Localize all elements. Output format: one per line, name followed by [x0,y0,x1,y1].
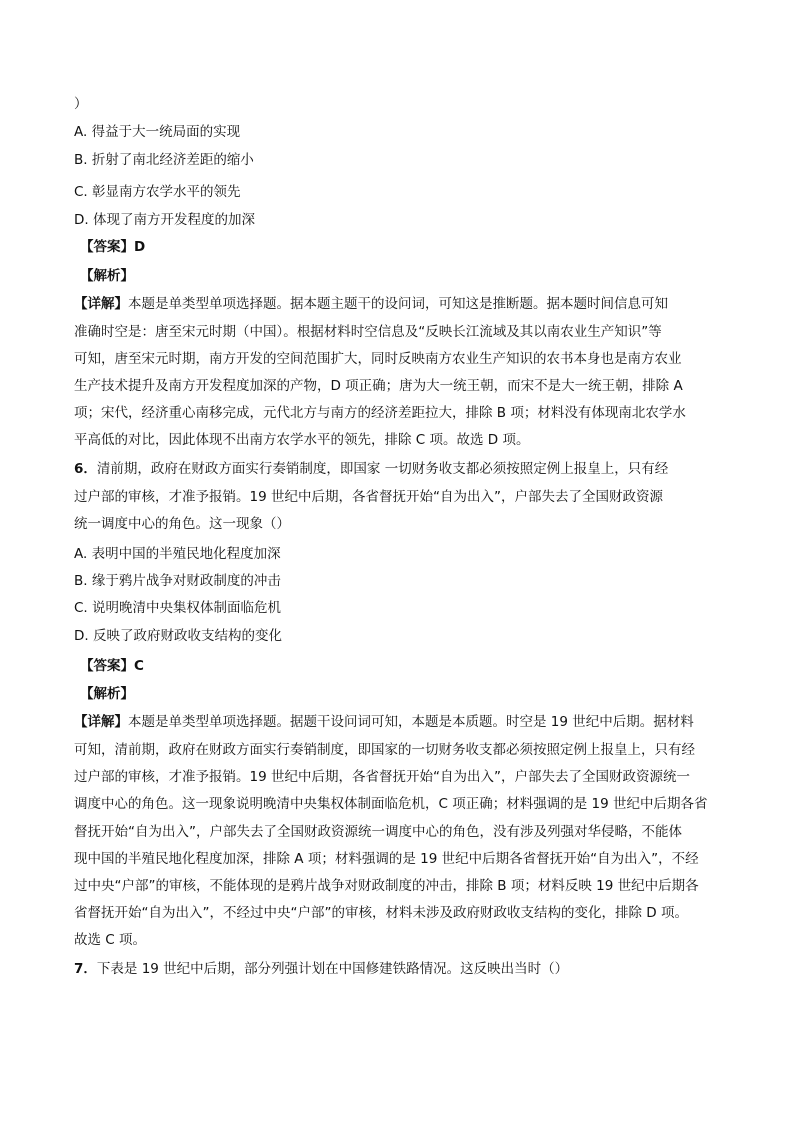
q5-detail-line-3: 可知，唐至宋元时期，南方开发的空间范围扩大，同时反映南方农业生产知识的农书本身也是南方农业 [74,351,682,367]
q6-stem-line-2: 过户部的审核，才准予报销。19 世纪中后期，各省督抚开始“自为出入”，户部失去了全国财政资源 [74,489,663,505]
q6-option-d: D. 反映了政府财政收支结构的变化 [74,628,282,644]
question-number: 7． [74,961,97,977]
q6-detail-line-9: 故选 C 项。 [74,932,147,948]
q6-detail-line-1 [74,712,694,732]
q5-option-b: B. 折射了南北经济差距的缩小 [74,152,254,168]
q6-stem-text: 清前期，政府在财政方面实行奏销制度，即国家 一切财务收支都必须按照定例上报皇上，只有经 [96,461,669,477]
q6-detail-line-7: 过中央“户部”的审核，不能体现的是鸦片战争对财政制度的冲击，排除 B 项；材料反映 19 世纪中后期各 [74,878,699,894]
q6-option-b: B. 缘于鸦片战争对财政制度的冲击 [74,573,281,589]
question-number: 6． [74,461,97,477]
q6-option-a: A. 表明中国的半殖民地化程度加深 [74,546,281,562]
q6-detail-line-5: 督抚开始“自为出入”，户部失去了全国财政资源统一调度中心的角色，没有涉及列强对华侵略，不能体 [74,824,682,840]
q6-stem-line-3: 统一调度中心的角色。这一现象（） [74,516,290,532]
q6-option-c: C. 说明晚清中央集权体制面临危机 [74,600,282,616]
q5-stem-tail: ） [74,96,88,112]
q5-option-d: D. 体现了南方开发程度的加深 [74,212,255,228]
q5-analysis-tag: 【解析】 [80,268,134,284]
q6-detail-line-2: 可知，清前期，政府在财政方面实行奏销制度，即国家的一切财务收支都必须按照定例上报皇上，只有经 [74,742,695,758]
q5-detail-line-2: 准确时空是：唐至宋元时期（中国）。根据材料时空信息及“反映长江流域及其以南农业生产知识”等 [74,324,662,340]
answer-value: D [134,239,146,255]
q6-detail-line-6: 现中国的半殖民地化程度加深，排除 A 项；材料强调的是 19 世纪中后期各省督抚开始“自为出入”，不经 [74,851,699,867]
q6-stem-line-1 [74,459,668,479]
q6-detail-line-3: 过户部的审核，才准予报销。19 世纪中后期，各省督抚开始“自为出入”，户部失去了全国财政资源统一 [74,769,690,785]
q6-answer [80,656,144,676]
detail-tag: 【详解】 [74,714,128,730]
q5-detail-line-5: 项；宋代，经济重心南移完成，元代北方与南方的经济差距拉大，排除 B 项；材料没有体现南北农学水 [74,405,686,421]
answer-tag: 【答案】 [80,658,134,674]
detail-tag: 【详解】 [74,296,128,312]
q5-option-a: A. 得益于大一统局面的实现 [74,124,241,140]
q7-stem [74,959,568,979]
q6-detail-line-8: 省督抚开始“自为出入”，不经过中央“户部”的审核，材料未涉及政府财政收支结构的变化，排除 D 项。 [74,905,688,921]
q7-stem-text: 下表是 19 世纪中后期，部分列强计划在中国修建铁路情况。这反映出当时（） [96,961,569,977]
detail-text: 本题是单类型单项选择题。据题干设问词可知，本题是本质题。时空是 19 世纪中后期。据材料 [128,714,694,730]
detail-text: 本题是单类型单项选择题。据本题主题干的设问词，可知这是推断题。据本题时间信息可知 [128,296,668,312]
answer-tag: 【答案】 [80,239,134,255]
q6-analysis-tag: 【解析】 [80,686,134,702]
q5-detail-line-6: 平高低的对比，因此体现不出南方农学水平的领先，排除 C 项。故选 D 项。 [74,432,530,448]
answer-value: C [134,658,144,674]
q5-detail-line-1 [74,294,668,314]
q5-option-c: C. 彰显南方农学水平的领先 [74,184,241,200]
q5-detail-line-4: 生产技术提升及南方开发程度加深的产物，D 项正确；唐为大一统王朝，而宋不是大一统王朝，排除 A [74,378,683,394]
q5-answer [80,237,145,257]
q6-detail-line-4: 调度中心的角色。这一现象说明晚清中央集权体制面临危机，C 项正确；材料强调的是 19 世纪中后期各省 [74,796,708,812]
